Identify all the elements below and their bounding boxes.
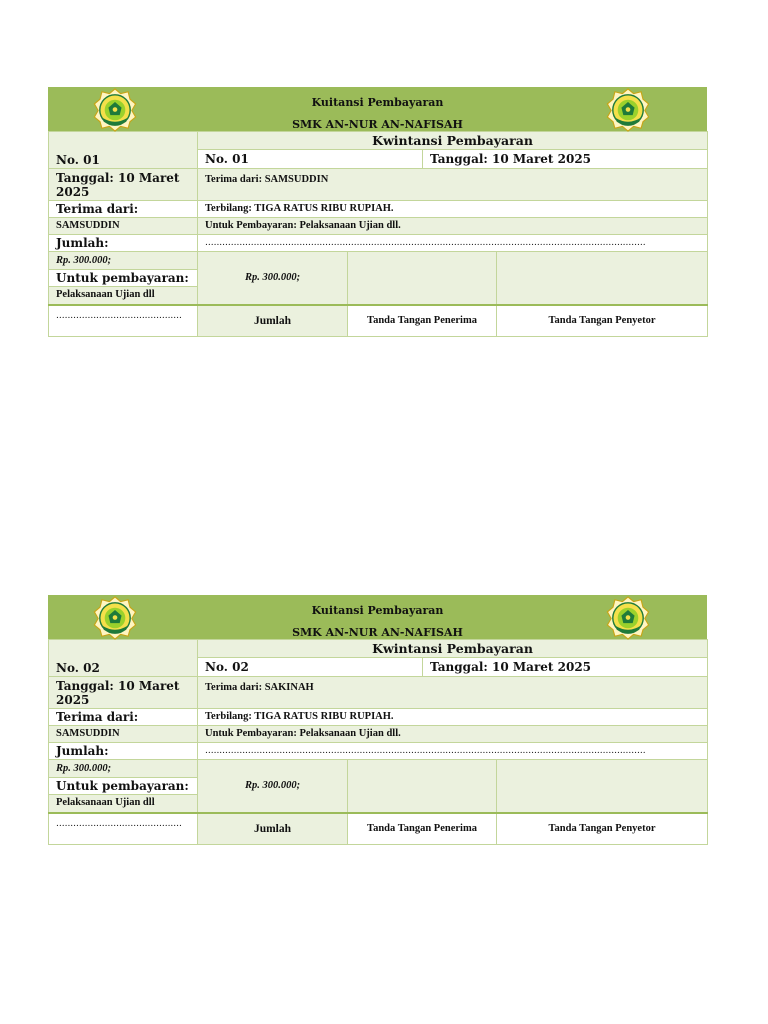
stub-purpose-value: Pelaksanaan Ujian dll xyxy=(49,287,198,305)
payer-sign-label: Tanda Tangan Penyetor xyxy=(497,813,708,845)
receipt-date: Tanggal: 10 Maret 2025 xyxy=(423,658,708,677)
stub-amount-label: Jumlah: xyxy=(49,235,198,252)
receipt-payer: Terima dari: SAKINAH xyxy=(198,677,708,709)
receipt-amount: Rp. 300.000; xyxy=(198,252,348,305)
banner-school-name: SMK AN-NUR AN-NAFISAH xyxy=(292,626,463,639)
receiver-signature-area xyxy=(348,760,497,813)
receipt-date: Tanggal: 10 Maret 2025 xyxy=(423,150,708,169)
receipt-table xyxy=(48,131,708,337)
stub-dotted-line: ............................................ xyxy=(49,813,198,845)
school-logo-icon xyxy=(605,596,651,640)
receipt-dotted-line: .......................................................................................................................................................... xyxy=(198,743,708,760)
receipt-amount-in-words: Terbilang: TIGA RATUS RIBU RUPIAH. xyxy=(198,709,708,726)
receipt-1 xyxy=(48,87,707,337)
payer-signature-area xyxy=(497,760,708,813)
receiver-sign-label: Tanda Tangan Penerima xyxy=(348,813,497,845)
stub-amount-label: Jumlah: xyxy=(49,743,198,760)
receipt-number: No. 02 xyxy=(198,658,423,677)
receipt-amount: Rp. 300.000; xyxy=(198,760,348,813)
receipt-payer: Terima dari: SAMSUDDIN xyxy=(198,169,708,201)
stub-amount-value: Rp. 300.000; xyxy=(49,760,198,778)
receiver-sign-label: Tanda Tangan Penerima xyxy=(348,305,497,337)
stub-number: No. 01 xyxy=(49,132,198,169)
receipt-dotted-line: .......................................................................................................................................................... xyxy=(198,235,708,252)
receipt-banner xyxy=(48,87,707,131)
stub-from-label: Terima dari: xyxy=(49,201,198,218)
payer-sign-label: Tanda Tangan Penyetor xyxy=(497,305,708,337)
banner-title: Kuitansi Pembayaran xyxy=(311,96,444,109)
stub-purpose-label: Untuk pembayaran: xyxy=(49,270,198,287)
receipt-number: No. 01 xyxy=(198,150,423,169)
stub-from-value: SAMSUDDIN xyxy=(49,218,198,235)
stub-purpose-value: Pelaksanaan Ujian dll xyxy=(49,795,198,813)
total-label: Jumlah xyxy=(198,813,348,845)
payer-signature-area xyxy=(497,252,708,305)
receipt-table xyxy=(48,639,708,845)
receipt-heading: Kwintansi Pembayaran xyxy=(198,640,708,658)
receipt-banner xyxy=(48,595,707,639)
banner-school-name: SMK AN-NUR AN-NAFISAH xyxy=(292,118,463,131)
stub-date: Tanggal: 10 Maret 2025 xyxy=(49,677,198,709)
receipt-purpose: Untuk Pembayaran: Pelaksanaan Ujian dll. xyxy=(198,218,708,235)
stub-dotted-line: ............................................ xyxy=(49,305,198,337)
receipt-amount-in-words: Terbilang: TIGA RATUS RIBU RUPIAH. xyxy=(198,201,708,218)
banner-title: Kuitansi Pembayaran xyxy=(311,604,444,617)
receipt-2 xyxy=(48,595,707,845)
stub-amount-value: Rp. 300.000; xyxy=(49,252,198,270)
stub-number: No. 02 xyxy=(49,640,198,677)
receipt-purpose: Untuk Pembayaran: Pelaksanaan Ujian dll. xyxy=(198,726,708,743)
school-logo-icon xyxy=(605,88,651,132)
stub-from-label: Terima dari: xyxy=(49,709,198,726)
stub-purpose-label: Untuk pembayaran: xyxy=(49,778,198,795)
stub-from-value: SAMSUDDIN xyxy=(49,726,198,743)
total-label: Jumlah xyxy=(198,305,348,337)
stub-date: Tanggal: 10 Maret 2025 xyxy=(49,169,198,201)
receipt-heading: Kwintansi Pembayaran xyxy=(198,132,708,150)
receiver-signature-area xyxy=(348,252,497,305)
